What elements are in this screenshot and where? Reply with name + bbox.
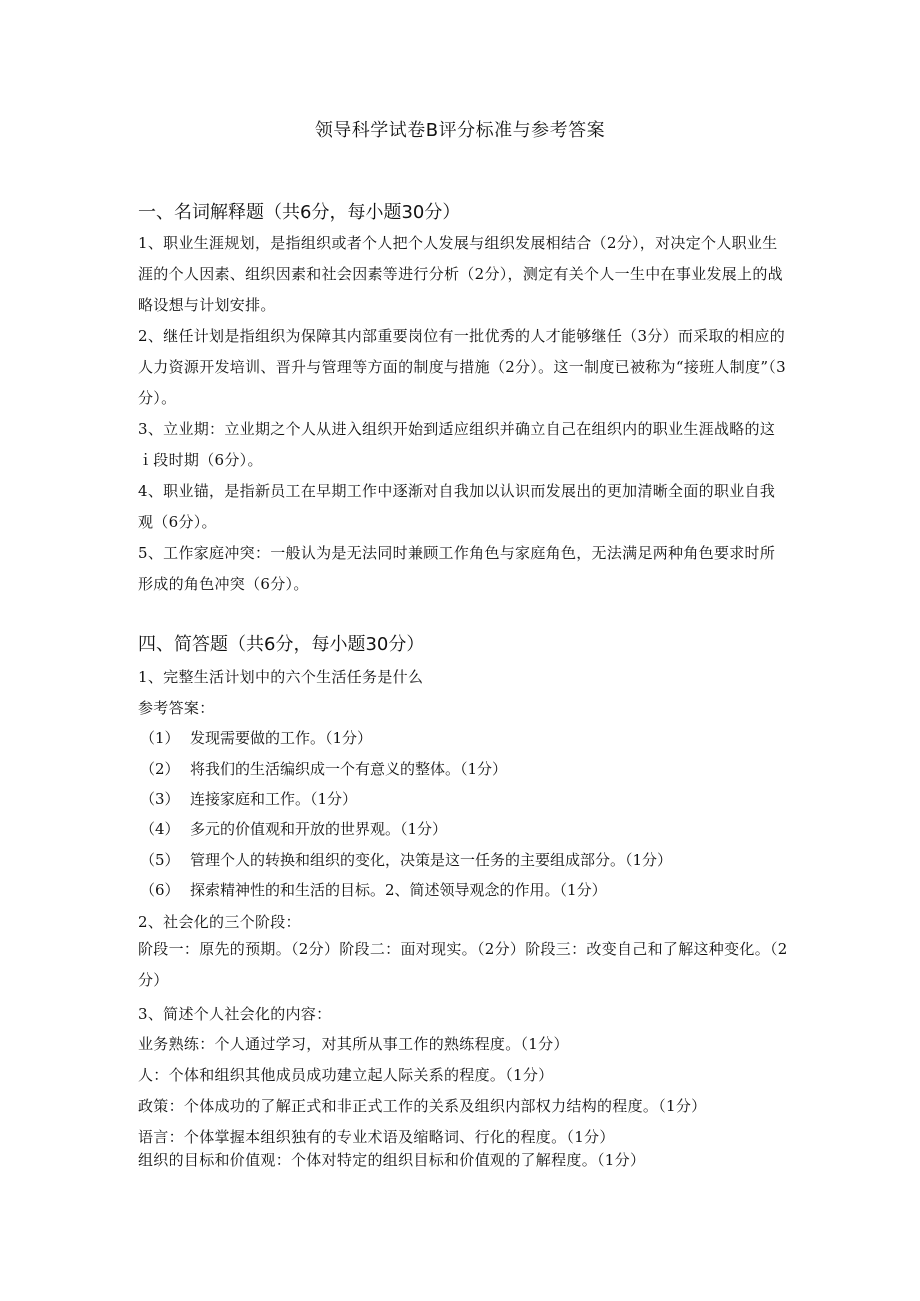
answer-text: 多元的价值观和开放的世界观。（1分） [190, 820, 448, 838]
term-3: 3、立业期：立业期之个人从进入组织开始到适应组织并确立自己在组织内的职业生涯战略的这ｉ段时期（6分）。 [138, 420, 776, 469]
question-3-line: 业务熟练：个人通过学习，对其所从事工作的熟练程度。（1分） [138, 1035, 569, 1053]
question-2-answer: 阶段一：原先的预期。（2分）阶段二：面对现实。（2分）阶段三：改变自己和了解这种变化。（2分） [138, 940, 788, 989]
answer-item [140, 849, 672, 870]
answer-index: （1） [140, 729, 180, 747]
term-1: 1、职业生涯规划，是指组织或者个人把个人发展与组织发展相结合（2分），对决定个人职业生涯的个人因素、组织因素和社会因素等进行分析（2分），测定有关个人一生中在事业发展上的战略设想与计划安排。 [138, 234, 783, 314]
answer-item [140, 727, 372, 748]
answer-index: （5） [140, 851, 180, 869]
answer-text: 管理个人的转换和组织的变化，决策是这一任务的主要组成部分。（1分） [190, 851, 673, 869]
answer-text: 探索精神性的和生活的目标。2、简述领导观念的作用。（1分） [190, 881, 607, 899]
term-4: 4、职业锚，是指新员工在早期工作中逐渐对自我加以认识而发展出的更加清晰全面的职业自我观（6分）。 [138, 482, 776, 531]
term-2: 2、继任计划是指组织为保障其内部重要岗位有一批优秀的人才能够继任（3分）而采取的相应的人力资源开发培训、晋升与管理等方面的制度与措施（2分）。这一制度已被称为“接班人制度”（3分）。 [138, 327, 786, 407]
reference-answer-label: 参考答案： [138, 699, 215, 717]
question-3-line: 组织的目标和价值观：个体对特定的组织目标和价值观的了解程度。（1分） [138, 1151, 646, 1169]
question-3-line: 语言：个体掌握本组织独有的专业术语及缩略词、行化的程度。（1分） [138, 1128, 615, 1146]
answer-text: 连接家庭和工作。（1分） [190, 790, 358, 808]
answer-item [140, 818, 447, 839]
answer-index: （3） [140, 790, 180, 808]
answer-text: 将我们的生活编织成一个有意义的整体。（1分） [190, 760, 508, 778]
section4-heading: 四、简答题（共6分，每小题30分） [138, 634, 425, 655]
question-3-line: 人：个体和组织其他成员成功建立起人际关系的程度。（1分） [138, 1066, 554, 1084]
answer-text: 发现需要做的工作。（1分） [190, 729, 373, 747]
question-3: 3、简述个人社会化的内容： [138, 1005, 332, 1023]
answer-index: （6） [140, 881, 180, 899]
question-2: 2、社会化的三个阶段： [138, 913, 301, 931]
section1-heading: 一、名词解释题（共6分，每小题30分） [138, 202, 461, 223]
answer-item [140, 879, 607, 900]
answer-item [140, 788, 357, 809]
answer-index: （4） [140, 820, 180, 838]
term-5: 5、工作家庭冲突：一般认为是无法同时兼顾工作角色与家庭角色，无法满足两种角色要求时所形成的角色冲突（6分）。 [138, 544, 776, 593]
answer-index: （2） [140, 760, 180, 778]
answer-item [140, 758, 507, 779]
document-title: 领导科学试卷B评分标准与参考答案 [314, 120, 606, 141]
question-1: 1、完整生活计划中的六个生活任务是什么 [138, 668, 424, 686]
question-3-line: 政策：个体成功的了解正式和非正式工作的关系及组织内部权力结构的程度。（1分） [138, 1097, 707, 1115]
